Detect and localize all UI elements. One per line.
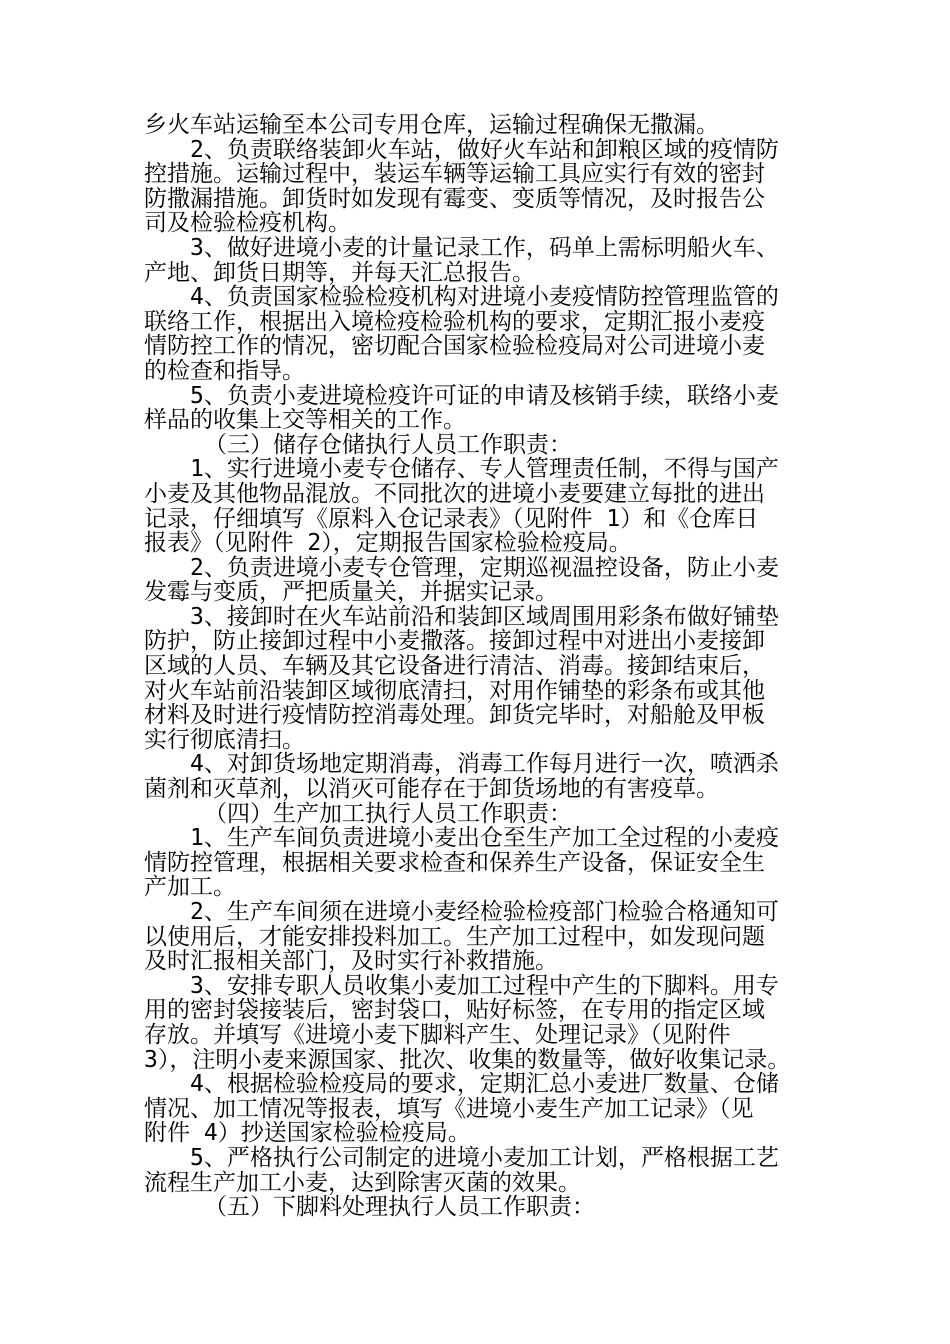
paragraph-line: 2、负责进境小麦专仓管理，定期巡视温控设备，防止小麦	[190, 554, 779, 581]
paragraph-line: 小麦及其他物品混放。不同批次的进境小麦要建立每批的进出	[144, 480, 765, 507]
paragraph-line: 样品的收集上交等相关的工作。	[144, 407, 466, 434]
section-heading-line: （三）储存仓储执行人员工作职责：	[204, 431, 572, 458]
paragraph-line: 附件 4）抄送国家检验检疫局。	[144, 1120, 471, 1147]
section-heading-line: （四）生产加工执行人员工作职责：	[204, 800, 572, 827]
paragraph-line: 2、生产车间须在进境小麦经检验检疫部门检验合格通知可	[190, 899, 779, 925]
paragraph-line: 以使用后，才能安排投料加工。生产加工过程中，如发现问题	[144, 923, 765, 950]
paragraph-line: 发霉与变质，严把质量关，并据实记录。	[144, 579, 558, 606]
paragraph-line: 对火车站前沿装卸区域彻底清扫，对用作铺垫的彩条布或其他	[144, 677, 765, 704]
paragraph-line: 司及检验检疫机构。	[144, 210, 351, 237]
paragraph-line: 3、接卸时在火车站前沿和装卸区域周围用彩条布做好铺垫	[190, 603, 779, 630]
paragraph-line: 5、严格执行公司制定的进境小麦加工计划，严格根据工艺	[190, 1144, 779, 1171]
paragraph-line: 4、根据检验检疫局的要求，定期汇总小麦进厂数量、仓储	[190, 1071, 779, 1098]
paragraph-line: 乡火车站运输至本公司专用仓库，运输过程确保无撒漏。	[144, 112, 719, 138]
paragraph-line: 3、做好进境小麦的计量记录工作，码单上需标明船火车、	[190, 234, 779, 261]
paragraph-line: 记录，仔细填写《原料入仓记录表》（见附件 1）和《仓库日	[144, 505, 759, 532]
paragraph-line: 存放。并填写《进境小麦下脚料产生、处理记录》（见附件	[144, 1021, 731, 1048]
document-body	[144, 113, 824, 1220]
paragraph-line: 情防控工作的情况，密切配合国家检验检疫局对公司进境小麦	[144, 333, 765, 360]
paragraph-line: 用的密封袋接装后，密封袋口，贴好标签，在专用的指定区域	[144, 997, 765, 1024]
paragraph-line: 产地、卸货日期等，并每天汇总报告。	[144, 259, 535, 286]
paragraph-line: 防护，防止接卸过程中小麦撒落。接卸过程中对进出小麦接卸	[144, 628, 765, 655]
section-heading-line: （五）下脚料处理执行人员工作职责：	[204, 1194, 595, 1221]
paragraph-line: 实行彻底清扫。	[144, 726, 305, 753]
paragraph-line: 3、安排专职人员收集小麦加工过程中产生的下脚料。用专	[190, 972, 779, 999]
paragraph-line: 产加工。	[144, 874, 236, 901]
paragraph-line: 1、实行进境小麦专仓储存、专人管理责任制，不得与国产	[190, 456, 779, 483]
paragraph-line: 1、生产车间负责进境小麦出仓至生产加工全过程的小麦疫	[190, 825, 779, 852]
paragraph-line: 联络工作，根据出入境检疫检验机构的要求，定期汇报小麦疫	[144, 308, 765, 335]
paragraph-line: 5、负责小麦进境检疫许可证的申请及核销手续，联络小麦	[190, 382, 779, 409]
paragraph-line: 菌剂和灭草剂，以消灭可能存在于卸货场地的有害疫草。	[144, 776, 719, 803]
paragraph-line: 控措施。运输过程中，装运车辆等运输工具应实行有效的密封	[144, 161, 765, 188]
paragraph-line: 流程生产加工小麦，达到除害灭菌的效果。	[144, 1169, 581, 1196]
paragraph-line: 防撒漏措施。卸货时如发现有霉变、变质等情况，及时报告公	[144, 185, 765, 212]
paragraph-line: 报表》（见附件 2），定期报告国家检验检疫局。	[144, 530, 632, 557]
paragraph-line: 4、对卸货场地定期消毒，消毒工作每月进行一次，喷洒杀	[190, 751, 779, 778]
paragraph-line: 情况、加工情况等报表，填写《进境小麦生产加工记录》（见	[144, 1095, 754, 1122]
paragraph-line: 材料及时进行疫情防控消毒处理。卸货完毕时，对船舱及甲板	[144, 702, 765, 729]
paragraph-line: 区域的人员、车辆及其它设备进行清洁、消毒。接卸结束后，	[144, 653, 765, 680]
paragraph-line: 及时汇报相关部门，及时实行补救措施。	[144, 948, 558, 975]
paragraph-line: 情防控管理，根据相关要求检查和保养生产设备，保证安全生	[144, 849, 765, 876]
paragraph-line: 2、负责联络装卸火车站，做好火车站和卸粮区域的疫情防	[190, 136, 779, 163]
paragraph-line: 的检查和指导。	[144, 357, 305, 384]
paragraph-line: 4、负责国家检验检疫机构对进境小麦疫情防控管理监管的	[190, 284, 779, 311]
paragraph-line: 3），注明小麦来源国家、批次、收集的数量等，做好收集记录。	[144, 1046, 791, 1073]
